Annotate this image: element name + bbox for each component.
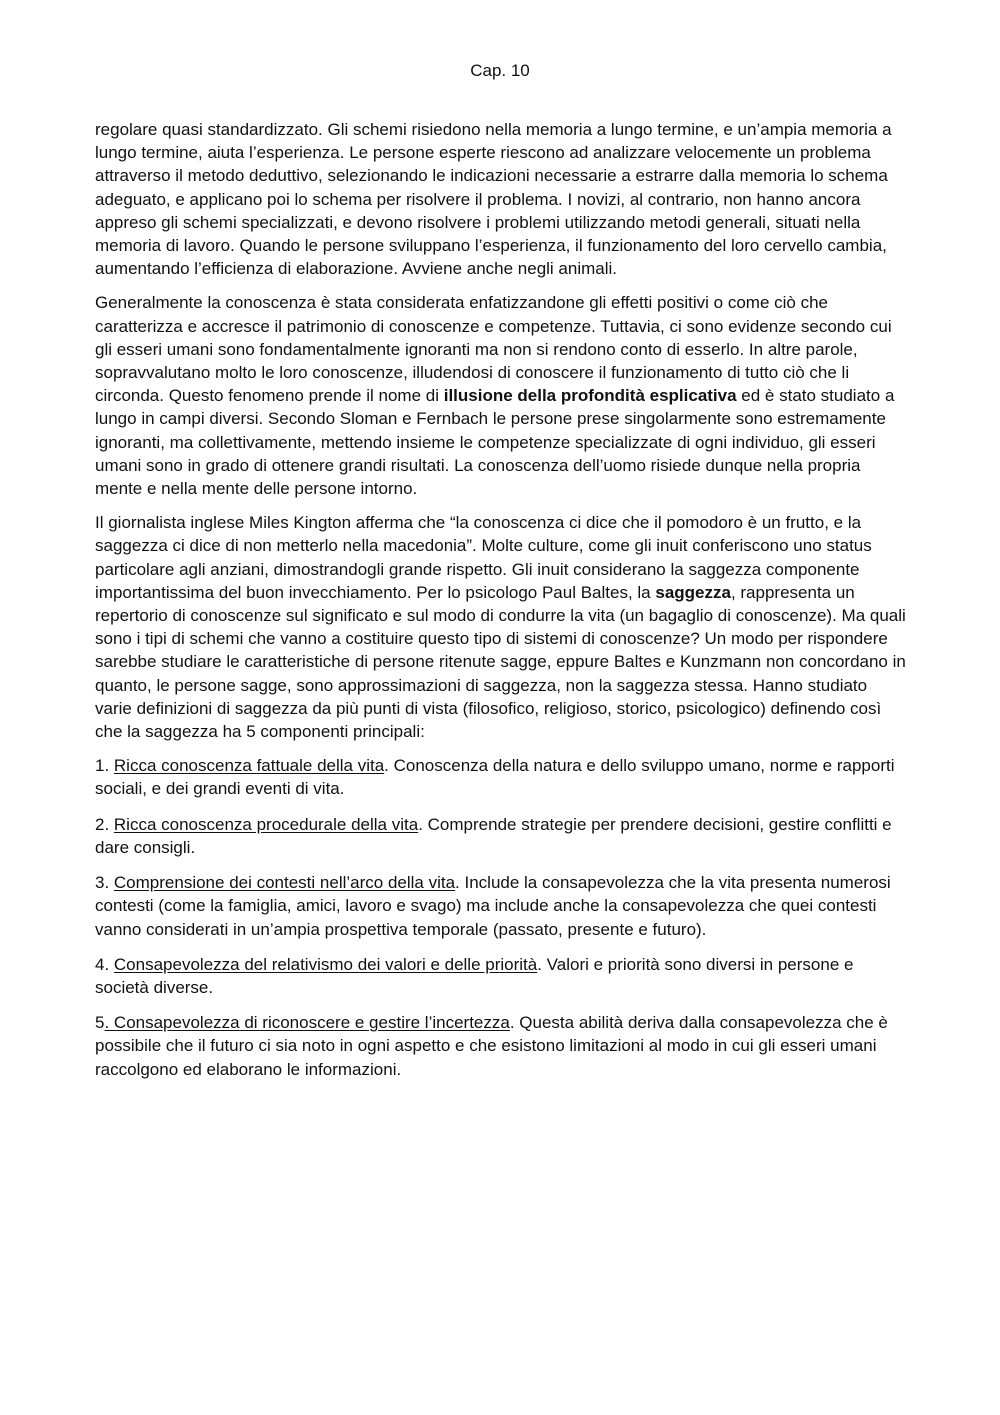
component-description: . Valori e priorità sono diversi in persone e società diverse. [95, 954, 854, 997]
component-item-4 [95, 953, 907, 999]
paragraph-expertise: regolare quasi standardizzato. Gli schemi risiedono nella memoria a lungo termine, e un’ampia memoria a lungo termine, aiuta l’esperienza. Le persone esperte riescono ad analizzare velocemente un problema attraverso il metodo deduttivo, selezionando le indicazioni necessarie a estrarre dalla memoria lo schema adeguato, e applicano poi lo schema per risolvere il problema. I novizi, al contrario, non hanno ancora appreso gli schemi specializzati, e devono risolvere i problemi utilizzando metodi generali, situati nella memoria di lavoro. Quando le persone sviluppano l’esperienza, il funzionamento del loro cervello cambia, aumentando l’efficienza di elaborazione. Avviene anche negli animali. [95, 120, 892, 279]
paragraph-text: Generalmente la conoscenza è stata considerata enfatizzandone gli effetti positivi o come ciò che caratterizza e accresce il patrimonio di conoscenze e competenze. Tuttavia, ci sono evidenze secondo cui gli esseri umani sono fondamentalmente ignoranti ma non si rendono conto di esserlo. In altre parole, sopravvalutano molto le loro conoscenze, illudendosi di conoscere il funzionamento di tutto ciò che li circonda. Questo fenomeno prende il nome di [95, 293, 892, 406]
component-item-1 [95, 754, 907, 800]
component-item-3 [95, 871, 907, 941]
component-title: Ricca conoscenza procedurale della vita [113, 814, 419, 834]
page-header: Cap. 10 [470, 61, 530, 80]
component-title: Consapevolezza del relativismo dei valori e delle priorità [113, 954, 538, 974]
component-title: . Consapevolezza di riconoscere e gestire l’incertezza [104, 1013, 510, 1033]
component-description: . Comprende strategie per prendere decisioni, gestire conflitti e dare consigli. [95, 814, 892, 857]
paragraph-illusion [95, 291, 907, 500]
component-description: . Conoscenza della natura e dello sviluppo umano, norme e rapporti sociali, e dei grandi eventi di vita. [95, 756, 895, 799]
component-number: 2. [95, 814, 114, 834]
component-description: . Questa abilità deriva dalla consapevolezza che è possibile che il futuro ci sia noto in ogni aspetto e che esistono limitazioni al modo in cui gli esseri umani raccolgono ed elaborano le informazioni. [95, 1013, 888, 1079]
paragraph-text: Il giornalista inglese Miles Kington afferma che “la conoscenza ci dice che il pomodoro è un frutto, e la saggezza ci dice di non metterlo nella macedonia”. Molte culture, come gli inuit conferiscono uno status particolare agli anziani, dimostrandogli grande rispetto. Gli inuit considerano la saggezza componente importantissima del buon invecchiamento. Per lo psicologo Paul Baltes, la [95, 513, 872, 602]
component-item-5 [95, 1011, 907, 1081]
component-number: 4. [95, 954, 114, 974]
component-item-2 [95, 813, 907, 859]
paragraph-text: ed è stato studiato a lungo in campi diversi. Secondo Sloman e Fernbach le persone prese singolarmente sono estremamente ignoranti, ma collettivamente, mettendo insieme le competenze specializzate di ogni individuo, gli esseri umani sono in grado di ottenere grandi risultati. La conoscenza dell’uomo risiede dunque nella propria mente e nella mente delle persone intorno. [95, 386, 895, 499]
component-title: Ricca conoscenza fattuale della vita [113, 756, 385, 776]
paragraph-text: , rappresenta un repertorio di conoscenze sul significato e sul modo di condurre la vita (un bagaglio di conoscenze). Ma quali sono i tipi di schemi che vanno a costituire questo tipo di sistemi di conoscenze? Un modo per rispondere sarebbe studiare le caratteristiche di persone ritenute sagge, eppure Baltes e Kunzmann non concordano in quanto, le persone sagge, sono approssimazioni di saggezza, non la saggezza stessa. Hanno studiato varie definizioni di saggezza da più punti di vista (filosofico, religioso, storico, psicologico) definendo così che la saggezza ha 5 componenti principali: [95, 582, 906, 742]
component-title: Comprensione dei contesti nell’arco della vita [113, 873, 456, 893]
document-body [95, 118, 907, 1093]
paragraph-wisdom [95, 511, 907, 743]
component-number: 3. [95, 873, 114, 893]
component-number: 1. [95, 756, 114, 776]
component-description: . Include la consapevolezza che la vita presenta numerosi contesti (come la famiglia, amici, lavoro e svago) ma include anche la consapevolezza che quei contesti vanno considerati in un’ampia prospettiva temporale (passato, presente e futuro). [95, 873, 891, 939]
bold-term-wisdom: saggezza [655, 582, 731, 602]
component-number: 5 [95, 1013, 105, 1033]
bold-term-illusion: illusione della profondità esplicativa [443, 386, 737, 406]
